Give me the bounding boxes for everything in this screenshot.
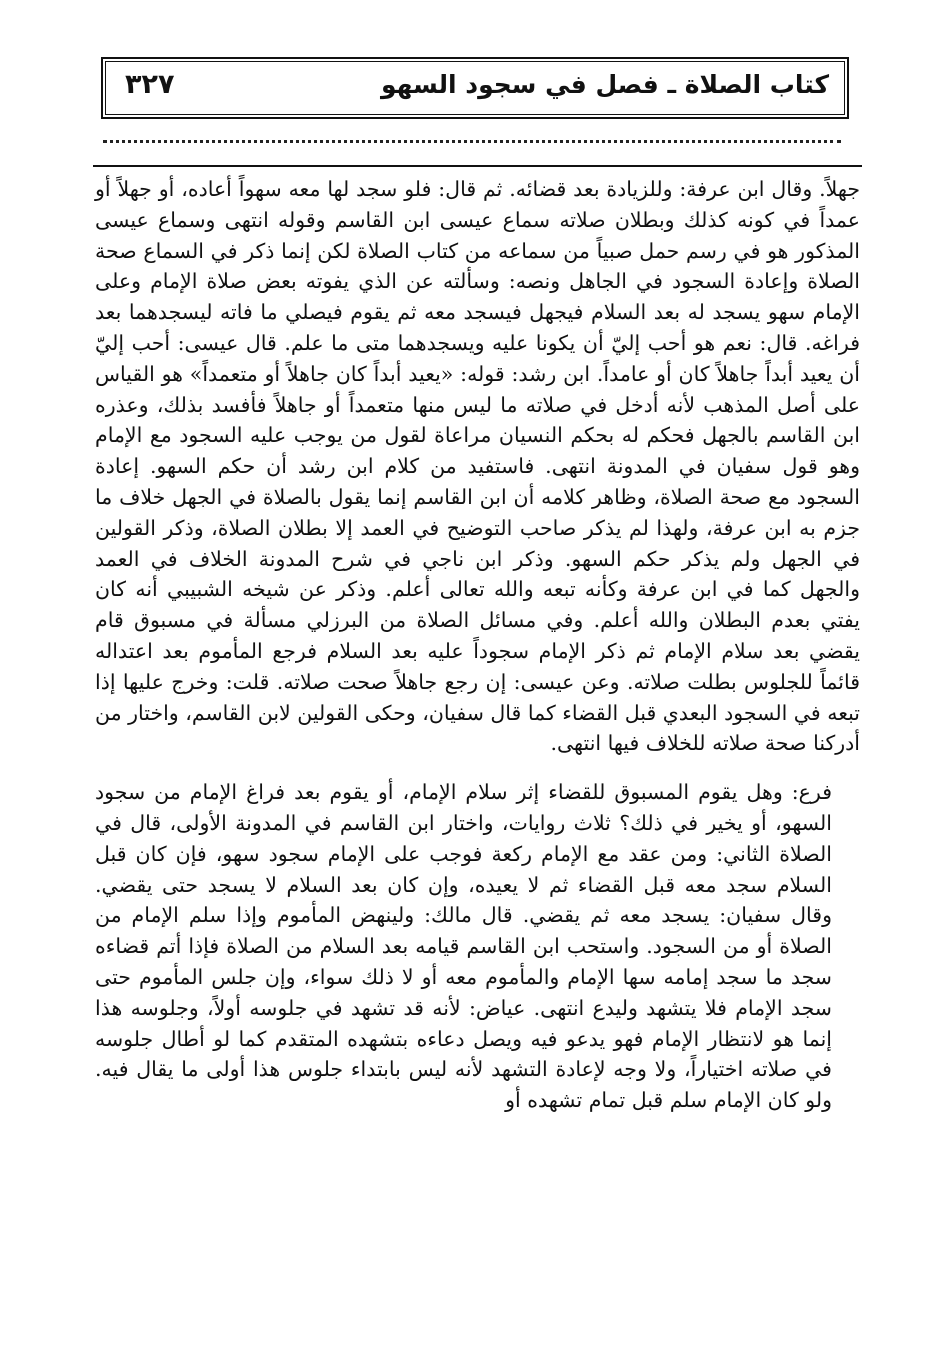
page-number: ٣٢٧ [125, 69, 175, 100]
paragraph: فرع: وهل يقوم المسبوق للقضاء إثر سلام الإمام، أو يقوم بعد فراغ الإمام من سجود السهو، أو يخير في ذلك؟ ثلاث روايات، واختار ابن القاسم في المدونة الأولى، قال في الصلاة الثاني: ومن عقد مع الإمام ركعة فوجب على الإمام سجود سهو، فإن كان قبل السلام سجد معه قبل القضاء ثم لا يعيده، وإن كان بعد السلام لا يسجد حتى يقضي. وقال سفيان: يسجد معه ثم يقضي. قال مالك: ولينهض المأموم وإذا سلم الإمام من الصلاة أو من السجود. واستحب ابن القاسم قيامه بعد السلام من الصلاة فإذا أتم قضاءه سجد ما سجد إمامه سها الإمام والمأموم معه أو لا ذلك سواء، وإن جلس المأموم حتى سجد الإمام فلا يتشهد وليدع انتهى. عياض: لأنه قد تشهد في جلوسه أولاً، وجلوسه هذا إنما هو لانتظار الإمام فهو يدعو فيه ويصل دعاءه بتشهده المتقدم كما لو أطال جلوسه في صلاته اختياراً، ولا وجه لإعادة التشهد لأنه ليس بابتداء جلوس هذا أولى ما يقال فيه. ولو كان الإمام سلم قبل تمام تشهده أو [95, 780, 832, 1113]
body-text [95, 174, 860, 1116]
paragraph: جهلاً. وقال ابن عرفة: وللزيادة بعد قضائه. ثم قال: فلو سجد لها معه سهواً أعاده، أو جهلاً أو عمداً في كونه كذلك وبطلان صلاته سماع عيسى ابن القاسم وقوله انتهى وسماع عيسى المذكور هو في رسم حمل صبياً من سماعه من كتاب الصلاة لكن إنما ذكر في السماع صحة الصلاة وإعادة السجود في الجاهل ونصه: وسألته عن الذي يفوته بعض صلاة الإمام وعلى الإمام سهو يسجد له بعد السلام فيجهل فيسجد معه ثم يقوم فيصلي ما فاته ليسجدهما بعد فراغه. قال: نعم هو أحب إليّ أن يكونا عليه ويسجدهما متى ما علم. قال عيسى: أحب إليّ أن يعيد أبداً جاهلاً كان أو عامداً. ابن رشد: قوله: «يعيد أبداً كان جاهلاً أو متعمداً» هو القياس على أصل المذهب لأنه أدخل في صلاته ما ليس منها متعمداً أو جاهلاً فأفسد بذلك، وعذره ابن القاسم بالجهل فحكم له بحكم النسيان مراعاة لقول من يوجب عليه السجود مع الإمام وهو قول سفيان في المدونة انتهى. فاستفيد من كلام ابن رشد أن حكم السهو. إعادة السجود مع صحة الصلاة، وظاهر كلامه أن ابن القاسم إنما يقول بالصلاة في الجهل خلاف ما جزم به ابن عرفة، ولهذا لم يذكر صاحب التوضيح في العمد إلا بطلان الصلاة، وذكر القولين في الجهل ولم يذكر حكم السهو. وذكر ابن ناجي في شرح المدونة الخلاف في العمد والجهل كما في ابن عرفة وكأنه تبعه والله تعالى أعلم. وذكر عن شيخه الشبيبي أنه كان يفتي بعدم البطلان والله أعلم. وفي مسائل الصلاة من البرزلي مسألة في مسبوق قام يقضي بعد سلام الإمام ثم ذكر الإمام سجوداً عليه بعد السلام فرجع المأموم بعد اعتداله قائماً للجلوس بطلت صلاته. وعن عيسى: إن رجع جاهلاً صحت صلاته. قلت: وخرج عليها إذا تبعه في السجود البعدي قبل القضاء كما قال سفيان، وحكى القولين لابن القاسم، واختار من أدركنا صحة صلاته للخلاف فيها انتهى. [95, 177, 860, 756]
header-rule [93, 165, 862, 167]
dotted-separator [103, 140, 841, 143]
running-title: كتاب الصلاة ـ فصل في سجود السهو [380, 70, 829, 99]
page-header [101, 57, 849, 119]
